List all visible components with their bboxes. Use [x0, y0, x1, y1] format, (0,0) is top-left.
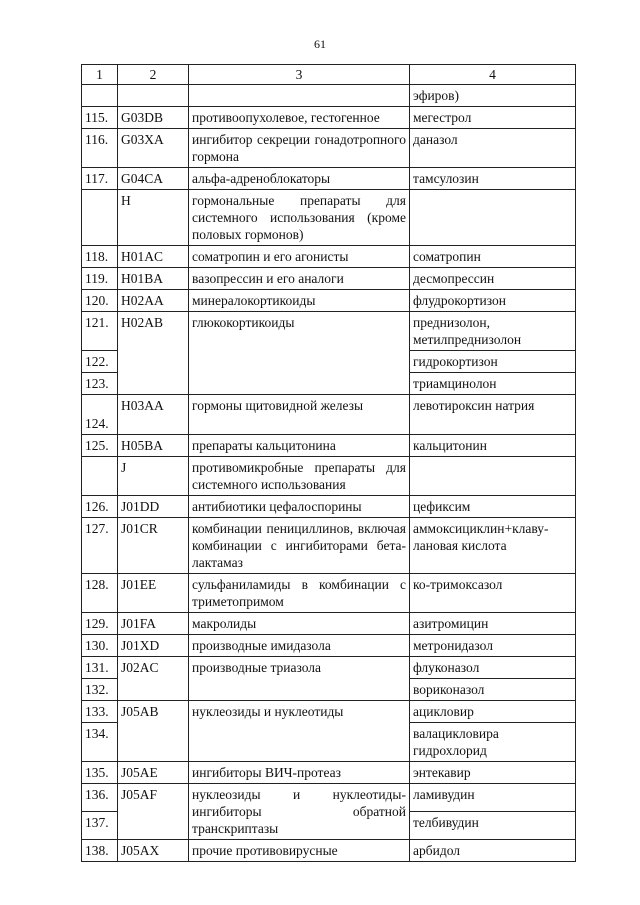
- table-row: [82, 574, 576, 613]
- table-row: [82, 701, 576, 723]
- drug-table: [81, 64, 576, 862]
- table-row: [82, 840, 576, 862]
- drug-name: соматропин: [410, 246, 576, 268]
- atc-code: H02AA: [118, 290, 189, 312]
- row-number: 124.: [82, 395, 118, 435]
- drug-name: [410, 190, 576, 246]
- drug-group: нуклеозиды и нуклеотиды-ингибиторы обратной транскриптазы: [189, 784, 410, 840]
- atc-code: J02AC: [118, 657, 189, 701]
- atc-code: J01DD: [118, 496, 189, 518]
- table-row: [82, 107, 576, 129]
- drug-group: противоопухолевое, гестогенное: [189, 107, 410, 129]
- table-row: [82, 496, 576, 518]
- row-number: [82, 85, 118, 107]
- drug-name: телбивудин: [410, 812, 576, 840]
- row-number: 119.: [82, 268, 118, 290]
- table-row: [82, 268, 576, 290]
- table-row: [82, 657, 576, 679]
- table-row: [82, 784, 576, 812]
- drug-group: производные триазола: [189, 657, 410, 701]
- drug-group: производные имидазола: [189, 635, 410, 657]
- drug-group: [189, 85, 410, 107]
- table-row: [82, 246, 576, 268]
- atc-code: J01EE: [118, 574, 189, 613]
- drug-group: ингибиторы ВИЧ-протеаз: [189, 762, 410, 784]
- drug-name: мегестрол: [410, 107, 576, 129]
- drug-group: антибиотики цефалоспорины: [189, 496, 410, 518]
- drug-group: нуклеозиды и нуклеотиды: [189, 701, 410, 762]
- atc-code: H03AA: [118, 395, 189, 435]
- drug-name: десмопрессин: [410, 268, 576, 290]
- drug-group: соматропин и его агонисты: [189, 246, 410, 268]
- row-number: 131.: [82, 657, 118, 679]
- drug-name: кальцитонин: [410, 435, 576, 457]
- row-number: 130.: [82, 635, 118, 657]
- atc-code: J05AB: [118, 701, 189, 762]
- row-number: 117.: [82, 168, 118, 190]
- atc-code: G03XA: [118, 129, 189, 168]
- table-row: [82, 395, 576, 435]
- table-row: [82, 290, 576, 312]
- row-number: 137.: [82, 812, 118, 840]
- atc-code: J: [118, 457, 189, 496]
- drug-group: сульфаниламиды в комбинации с триметопримом: [189, 574, 410, 613]
- drug-group: гормональные препараты для системного использования (кроме половых гормонов): [189, 190, 410, 246]
- drug-name: тамсулозин: [410, 168, 576, 190]
- drug-name: цефиксим: [410, 496, 576, 518]
- table-section-row: [82, 190, 576, 246]
- table-row: [82, 613, 576, 635]
- header-col-1: 1: [82, 65, 118, 85]
- header-col-4: 4: [410, 65, 576, 85]
- atc-code: J05AX: [118, 840, 189, 862]
- row-number: 115.: [82, 107, 118, 129]
- atc-code: J01FA: [118, 613, 189, 635]
- row-number: 116.: [82, 129, 118, 168]
- row-number: 123.: [82, 373, 118, 395]
- row-number: 129.: [82, 613, 118, 635]
- drug-group: противомикробные препараты для системного использования: [189, 457, 410, 496]
- row-number: 136.: [82, 784, 118, 812]
- drug-name: триамцинолон: [410, 373, 576, 395]
- drug-name: даназол: [410, 129, 576, 168]
- row-number: 121.: [82, 312, 118, 351]
- drug-group: альфа-адреноблокаторы: [189, 168, 410, 190]
- row-number: 118.: [82, 246, 118, 268]
- drug-group: макролиды: [189, 613, 410, 635]
- row-number: 133.: [82, 701, 118, 723]
- drug-group: гормоны щитовидной железы: [189, 395, 410, 435]
- atc-code: G04CA: [118, 168, 189, 190]
- row-number: 125.: [82, 435, 118, 457]
- atc-code: J01CR: [118, 518, 189, 574]
- table-row: [82, 85, 576, 107]
- drug-group: прочие противовирусные: [189, 840, 410, 862]
- drug-name: эфиров): [410, 85, 576, 107]
- row-number: 126.: [82, 496, 118, 518]
- atc-code: G03DB: [118, 107, 189, 129]
- drug-name: энтекавир: [410, 762, 576, 784]
- row-number: 128.: [82, 574, 118, 613]
- row-number: [82, 457, 118, 496]
- drug-group: глюкокортикоиды: [189, 312, 410, 395]
- row-number: 138.: [82, 840, 118, 862]
- drug-name: флудрокортизон: [410, 290, 576, 312]
- row-number: 134.: [82, 723, 118, 762]
- table-row: [82, 312, 576, 351]
- drug-group: ингибитор секреции гонадотропного гормона: [189, 129, 410, 168]
- drug-group: комбинации пенициллинов, включая комбинации с ингибиторами бета-лактамаз: [189, 518, 410, 574]
- table-row: [82, 129, 576, 168]
- row-number: [82, 190, 118, 246]
- header-col-3: 3: [189, 65, 410, 85]
- drug-name: вориконазол: [410, 679, 576, 701]
- drug-name: аммоксициклин+клаву-лановая кислота: [410, 518, 576, 574]
- atc-code: H05BA: [118, 435, 189, 457]
- atc-code: H01BA: [118, 268, 189, 290]
- row-number: 120.: [82, 290, 118, 312]
- row-number: 132.: [82, 679, 118, 701]
- atc-code: H: [118, 190, 189, 246]
- drug-group: вазопрессин и его аналоги: [189, 268, 410, 290]
- table-row: [82, 762, 576, 784]
- atc-code: J01XD: [118, 635, 189, 657]
- table-row: [82, 518, 576, 574]
- table-section-row: [82, 457, 576, 496]
- page-number: 61: [314, 37, 326, 51]
- atc-code: H02AB: [118, 312, 189, 395]
- drug-name: преднизолон, метилпреднизолон: [410, 312, 576, 351]
- drug-name: валацикловира гидрохлорид: [410, 723, 576, 762]
- drug-name: азитромицин: [410, 613, 576, 635]
- drug-name: ко-тримоксазол: [410, 574, 576, 613]
- atc-code: J05AF: [118, 784, 189, 840]
- drug-group: препараты кальцитонина: [189, 435, 410, 457]
- row-number: 122.: [82, 351, 118, 373]
- atc-code: J05AE: [118, 762, 189, 784]
- header-col-2: 2: [118, 65, 189, 85]
- row-number: 135.: [82, 762, 118, 784]
- table-row: [82, 635, 576, 657]
- drug-group: минералокортикоиды: [189, 290, 410, 312]
- table-header-row: [82, 65, 576, 85]
- atc-code: [118, 85, 189, 107]
- drug-name: ламивудин: [410, 784, 576, 812]
- drug-name: ацикловир: [410, 701, 576, 723]
- table-row: [82, 168, 576, 190]
- drug-name: арбидол: [410, 840, 576, 862]
- drug-name: гидрокортизон: [410, 351, 576, 373]
- drug-name: метронидазол: [410, 635, 576, 657]
- drug-name: флуконазол: [410, 657, 576, 679]
- table-row: [82, 435, 576, 457]
- drug-name: левотироксин натрия: [410, 395, 576, 435]
- atc-code: H01AC: [118, 246, 189, 268]
- row-number: 127.: [82, 518, 118, 574]
- drug-name: [410, 457, 576, 496]
